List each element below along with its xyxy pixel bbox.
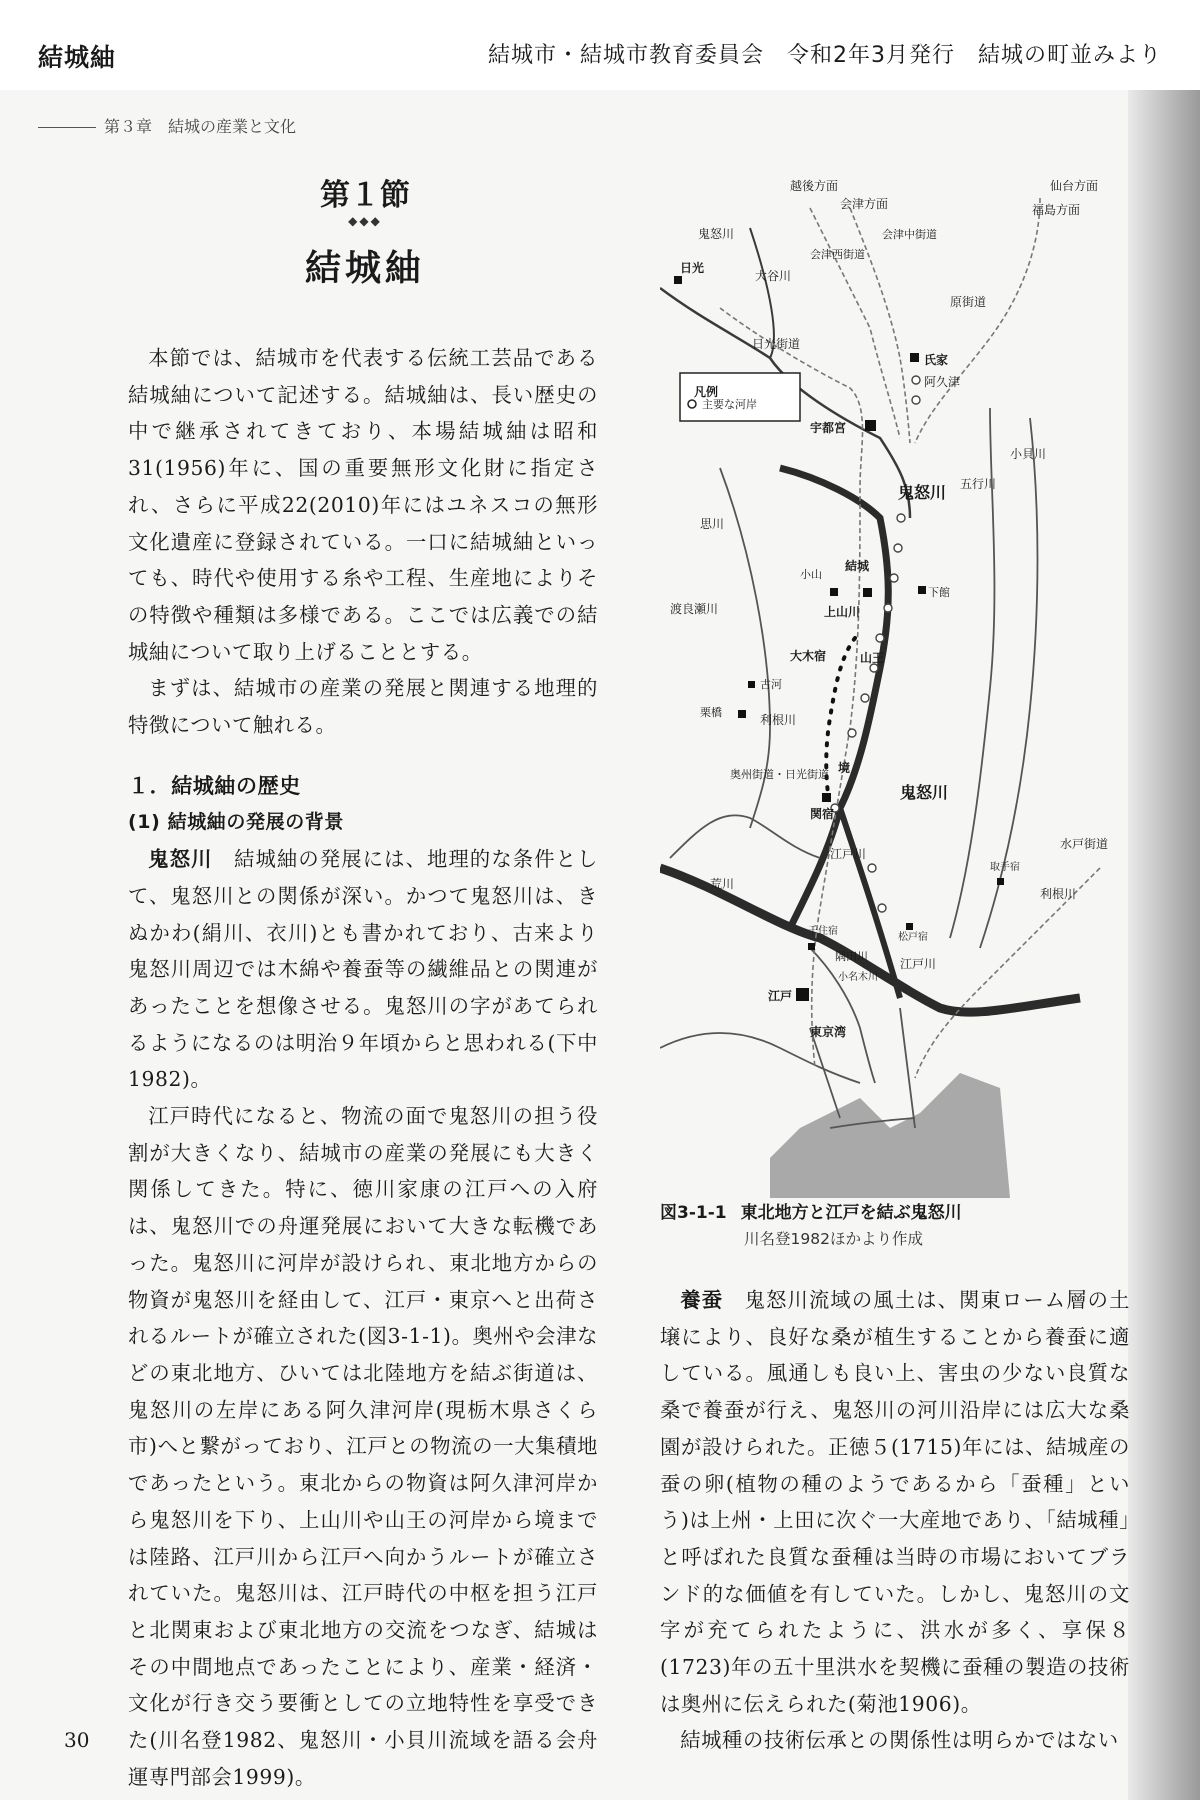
map-label: 境: [838, 761, 851, 775]
document-title: 結城紬: [38, 43, 117, 72]
map-label: 取手宿: [990, 862, 1020, 873]
map-label: 結城: [845, 559, 870, 573]
kashi-marker: [878, 904, 886, 912]
legend-symbol: [688, 400, 696, 408]
map-label: 松戸宿: [898, 932, 928, 943]
map-label: 渡良瀬川: [670, 602, 719, 616]
kashi-marker: [868, 864, 876, 872]
map-label: 鬼怒川: [898, 483, 947, 502]
map-label: 原街道: [950, 295, 987, 309]
running-head-rule: [38, 127, 96, 128]
senju-marker: [808, 943, 815, 950]
legend-title: 凡例: [694, 385, 719, 399]
aizu-naka-kaido: [850, 208, 910, 443]
yuki-marker: [863, 588, 872, 597]
map-label: 栗橋: [700, 706, 722, 719]
map-label: 山王: [860, 651, 885, 665]
matsudo-marker: [906, 923, 913, 930]
intro-paragraph-1: 本節では、結城市を代表する伝統工芸品である結城紬について記述する。結城紬は、長い歴史の中で継承されてきており、本場結城紬は昭和31(1956)年に、国の重要無形文化財に指定され、さらに平成22(2010)年にはユネスコの無形文化遺産に登録されている。一口に結城紬といっても、時代や使用する糸や工程、生産地によりその特徴や種類は多様である。ここでは広義での結城紬について取り上げることとする。: [128, 346, 598, 664]
tokyo-bay-shape: [770, 1073, 1010, 1198]
map-label: 奥州街道・日光街道: [730, 768, 829, 781]
map-label: 江戸: [768, 989, 793, 1003]
kashi-marker: [870, 664, 878, 672]
figure-source: 川名登1982ほかより作成: [744, 1230, 923, 1248]
left-column: [128, 340, 598, 1795]
map-label: 福島方面: [1032, 203, 1081, 217]
map-label: 鬼怒川: [900, 783, 949, 802]
map-label: 千住宿: [808, 926, 838, 937]
kashi-marker: [876, 634, 884, 642]
map-label: 会津中街道: [882, 228, 937, 241]
map-label: 小貝川: [1010, 447, 1047, 461]
route-map: [660, 168, 1130, 1198]
page-number: 30: [64, 1728, 90, 1752]
map-label: 江戸川: [830, 847, 867, 861]
kashi-marker: [848, 729, 856, 737]
watarase-river: [670, 815, 820, 858]
map-label: 日光: [680, 261, 705, 275]
kashi-marker: [861, 694, 869, 702]
map-label: 江戸川: [900, 957, 937, 971]
ara-river: [660, 1033, 860, 1083]
map-label: 小山: [800, 568, 822, 581]
map-label: 利根川: [1040, 887, 1077, 901]
map-label: 利根川: [760, 713, 797, 727]
map-label: 上山川: [824, 605, 861, 619]
map-label: 五行川: [960, 477, 997, 491]
map-label: 氏家: [924, 353, 949, 367]
koga-marker: [748, 681, 755, 688]
nikko-marker: [674, 276, 682, 284]
paragraph-last: 結城種の技術伝承との関係性は明らかではない: [680, 1728, 1119, 1753]
map-label: 思川: [700, 517, 725, 531]
map-label: 水戸街道: [1060, 837, 1109, 851]
document-source: 結城市・結城市教育委員会 令和2年3月発行 結城の町並みより: [488, 43, 1162, 68]
keyword-yosan: 養蚕: [680, 1288, 724, 1312]
paragraph-edo: 江戸時代になると、物流の面で鬼怒川の担う役割が大きくなり、結城市の産業の発展にも大きく関係してきた。特に、徳川家康の江戸への入府は、鬼怒川での舟運発展において大きな転機であった。鬼怒川に河岸が設けられ、東北地方からの物資が鬼怒川を経由して、江戸・東京へと出荷されるルートが確立された(図3-1-1)。奥州や会津などの東北地方、ひいては北陸地方を結ぶ街道は、鬼怒川の左岸にある阿久津河岸(現栃木県さくら市)へと繋がっており、江戸との物流の一大集積地であったという。東北からの物資は阿久津河岸から鬼怒川を下り、上山川や山王の河岸から境までは陸路、江戸川から江戸へ向かうルートが確立されていた。鬼怒川は、江戸時代の中枢を担う江戸と北関東および東北地方の交流をつなぎ、結城はその中間地点であったことにより、産業・経済・文化が行き交う要衝としての立地特性を享受できた(川名登1982、鬼怒川・小貝川流域を語る会舟運専門部会1999)。: [128, 1104, 598, 1789]
kurihashi-marker: [738, 710, 746, 718]
oyama-marker: [830, 588, 838, 596]
map-label: 大木宿: [790, 649, 827, 663]
intro-paragraph-2: まずは、結城市の産業の発展と関連する地理的特徴について触れる。: [128, 676, 598, 738]
map-label: 関宿: [810, 807, 835, 821]
top-header: [0, 0, 1200, 90]
map-label: 荒川: [710, 877, 735, 891]
kashi-marker: [884, 604, 892, 612]
map-label: 会津西街道: [810, 248, 865, 261]
landing-markers: [831, 376, 920, 912]
map-label: 隅田川: [835, 950, 868, 963]
edo-marker: [796, 988, 809, 1001]
section-title: 結城紬: [304, 247, 425, 289]
kashi-marker: [897, 514, 905, 522]
map-label: 阿久津: [924, 375, 961, 389]
figure-title: 東北地方と江戸を結ぶ鬼怒川: [740, 1203, 962, 1223]
edogawa-lower: [900, 1008, 915, 1128]
binding-shadow: [1128, 90, 1200, 1800]
shimodate-marker: [918, 586, 926, 594]
kashi-marker: [890, 574, 898, 582]
map-label: 会津方面: [840, 197, 889, 211]
keyword-kinugawa: 鬼怒川: [148, 847, 213, 872]
aizu-nishi-kaido: [810, 208, 900, 438]
section-ornament: ◆◆◆: [348, 214, 382, 228]
map-label: 越後方面: [790, 179, 839, 193]
chapter-running-head: [38, 114, 296, 137]
paragraph-yosan-text: 鬼怒川流域の風土は、関東ローム層の土壌により、良好な桑が植生することから養蚕に適している。風通しも良い上、害虫の少ない良質な桑で養蚕が行え、鬼怒川の河川沿岸には広大な桑園が設けられた。正徳５(1715)年には、結城産の蚕の卵(植物の種のようであるから「蚕種」という)は上州・上田に次ぐ一大産地であり、「結城種」と呼ばれた良質な蚕種は当時の市場においてブランド的な価値を有していた。しかし、鬼怒川の文字が充てられたように、洪水が多く、享保８(1723)年の五十里洪水を契機に蚕種の製造の技術は奥州に伝えられた(菊池1906)。: [660, 1288, 1131, 1716]
toride-marker: [997, 878, 1004, 885]
paragraph-kinugawa: [128, 841, 598, 1098]
figure-number: 図3-1-1: [660, 1203, 727, 1223]
sekiyado-marker: [822, 793, 831, 802]
map-label: 仙台方面: [1050, 179, 1099, 193]
kashi-marker: [912, 376, 920, 384]
kashi-marker: [894, 544, 902, 552]
sumida-river: [810, 1028, 840, 1118]
figure-caption: [660, 1200, 1130, 1252]
map-label: 下館: [928, 586, 950, 599]
map-label: 宇都宮: [810, 421, 847, 435]
paragraph-yosan: [660, 1282, 1130, 1722]
utsunomiya-marker: [865, 420, 876, 431]
heading-background: (1) 結城紬の発展の背景: [128, 811, 345, 834]
section-number: 第１節: [320, 178, 410, 213]
map-label: 古河: [760, 678, 782, 691]
map-label: 小名木川: [838, 972, 878, 983]
right-column: [660, 1282, 1130, 1759]
map-label: 大谷川: [755, 269, 792, 283]
kashi-marker: [912, 396, 920, 404]
map-label: 東京湾: [810, 1025, 847, 1039]
chapter-label: 第３章 結城の産業と文化: [104, 117, 297, 136]
paragraph-kinugawa-text: 結城紬の発展には、地理的な条件として、鬼怒川との関係が深い。かつて鬼怒川は、きぬかわ(絹川、衣川)とも書かれており、古来より鬼怒川周辺では木綿や養蚕等の繊維品との関連があったことを想像させる。鬼怒川の字があてられるようになるのは明治９年頃からと思われる(下中1982)。: [128, 847, 598, 1092]
heading-history: １．結城紬の歴史: [128, 773, 301, 798]
map-label: 日光街道: [752, 337, 801, 351]
route-map-svg: [660, 168, 1130, 1198]
map-label: 鬼怒川: [698, 227, 735, 241]
legend-item: 主要な河岸: [702, 398, 757, 411]
ujiie-marker: [910, 353, 919, 362]
